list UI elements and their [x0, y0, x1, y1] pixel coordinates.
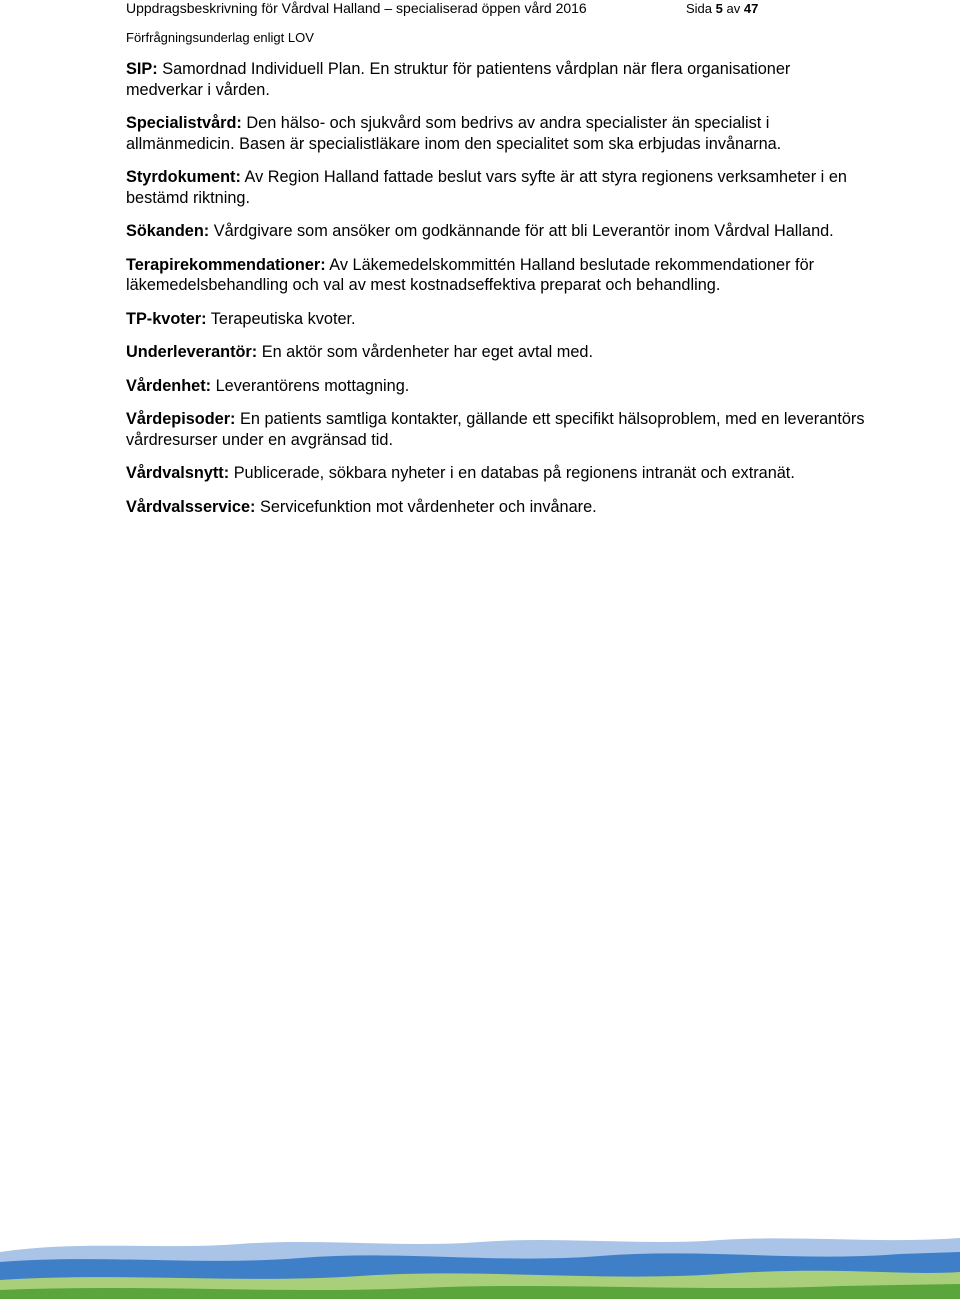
glossary-definition: Samordnad Individuell Plan. En struktur för patientens vårdplan när flera organisationer medverkar i vården.: [126, 60, 791, 99]
glossary-entry: [126, 309, 866, 330]
glossary-term: TP-kvoter:: [126, 309, 207, 328]
page-prefix: Sida: [686, 1, 713, 16]
glossary-entry: [126, 376, 866, 397]
glossary-entry: [126, 497, 866, 518]
glossary-definition: Servicefunktion mot vårdenheter och invånare.: [259, 497, 597, 516]
glossary-definition: En patients samtliga kontakter, gällande ett specifikt hälsoproblem, med en leverantörs vårdresurser under en avgränsad tid.: [126, 410, 865, 449]
glossary-definition: Av Region Halland fattade beslut vars syfte är att styra regionens verksamheter i en bestämd riktning.: [126, 168, 847, 207]
landscape-band-graphic: [0, 1232, 960, 1299]
glossary-entry: [126, 113, 866, 154]
glossary-term: Vårdenhet:: [126, 376, 212, 395]
header-title: Uppdragsbeskrivning för Vårdval Halland – specialiserad öppen vård 2016: [126, 0, 587, 16]
glossary-list: [126, 59, 866, 530]
decorative-footer-band: [0, 1232, 960, 1299]
glossary-definition: Av Läkemedelskommittén Halland beslutade rekommendationer för läkemedelsbehandling och val av mest kostnadseffektiva preparat och behandling.: [126, 255, 815, 294]
glossary-definition: Leverantörens mottagning.: [215, 376, 410, 395]
glossary-entry: [126, 409, 866, 450]
glossary-term: Vårdvalsnytt:: [126, 464, 230, 482]
glossary-definition: Den hälso- och sjukvård som bedrivs av andra specialister än specialist i allmänmedicin. Basen är specialistläkare inom den specialitet som ska erbjudas invånarna.: [126, 114, 782, 153]
glossary-definition: Publicerade, sökbara nyheter i en databas på regionens intranät och extranät.: [233, 464, 795, 482]
glossary-term: Vårdvalsservice:: [126, 497, 256, 516]
header-subtitle: Förfrågningsunderlag enligt LOV: [126, 30, 314, 45]
page-current: 5: [715, 1, 723, 16]
glossary-term: SIP:: [126, 60, 158, 78]
glossary-entry: [126, 255, 866, 296]
page-of: av: [726, 1, 741, 16]
glossary-term: Sökanden:: [126, 222, 210, 240]
glossary-term: Specialistvård:: [126, 114, 242, 132]
glossary-entry: [126, 221, 866, 242]
glossary-definition: En aktör som vårdenheter har eget avtal med.: [261, 343, 593, 361]
page-number: [686, 1, 758, 16]
glossary-definition: Terapeutiska kvoter.: [210, 309, 356, 328]
glossary-definition: Vårdgivare som ansöker om godkännande för att bli Leverantör inom Vårdval Halland.: [213, 222, 834, 240]
page-total: 47: [743, 1, 759, 16]
glossary-term: Underleverantör:: [126, 343, 258, 361]
glossary-entry: [126, 167, 866, 208]
glossary-entry: [126, 342, 866, 363]
glossary-entry: [126, 463, 866, 484]
glossary-entry: [126, 59, 866, 100]
glossary-term: Vårdepisoder:: [126, 410, 236, 428]
glossary-term: Styrdokument:: [126, 168, 241, 186]
glossary-term: Terapirekommendationer:: [126, 255, 326, 274]
